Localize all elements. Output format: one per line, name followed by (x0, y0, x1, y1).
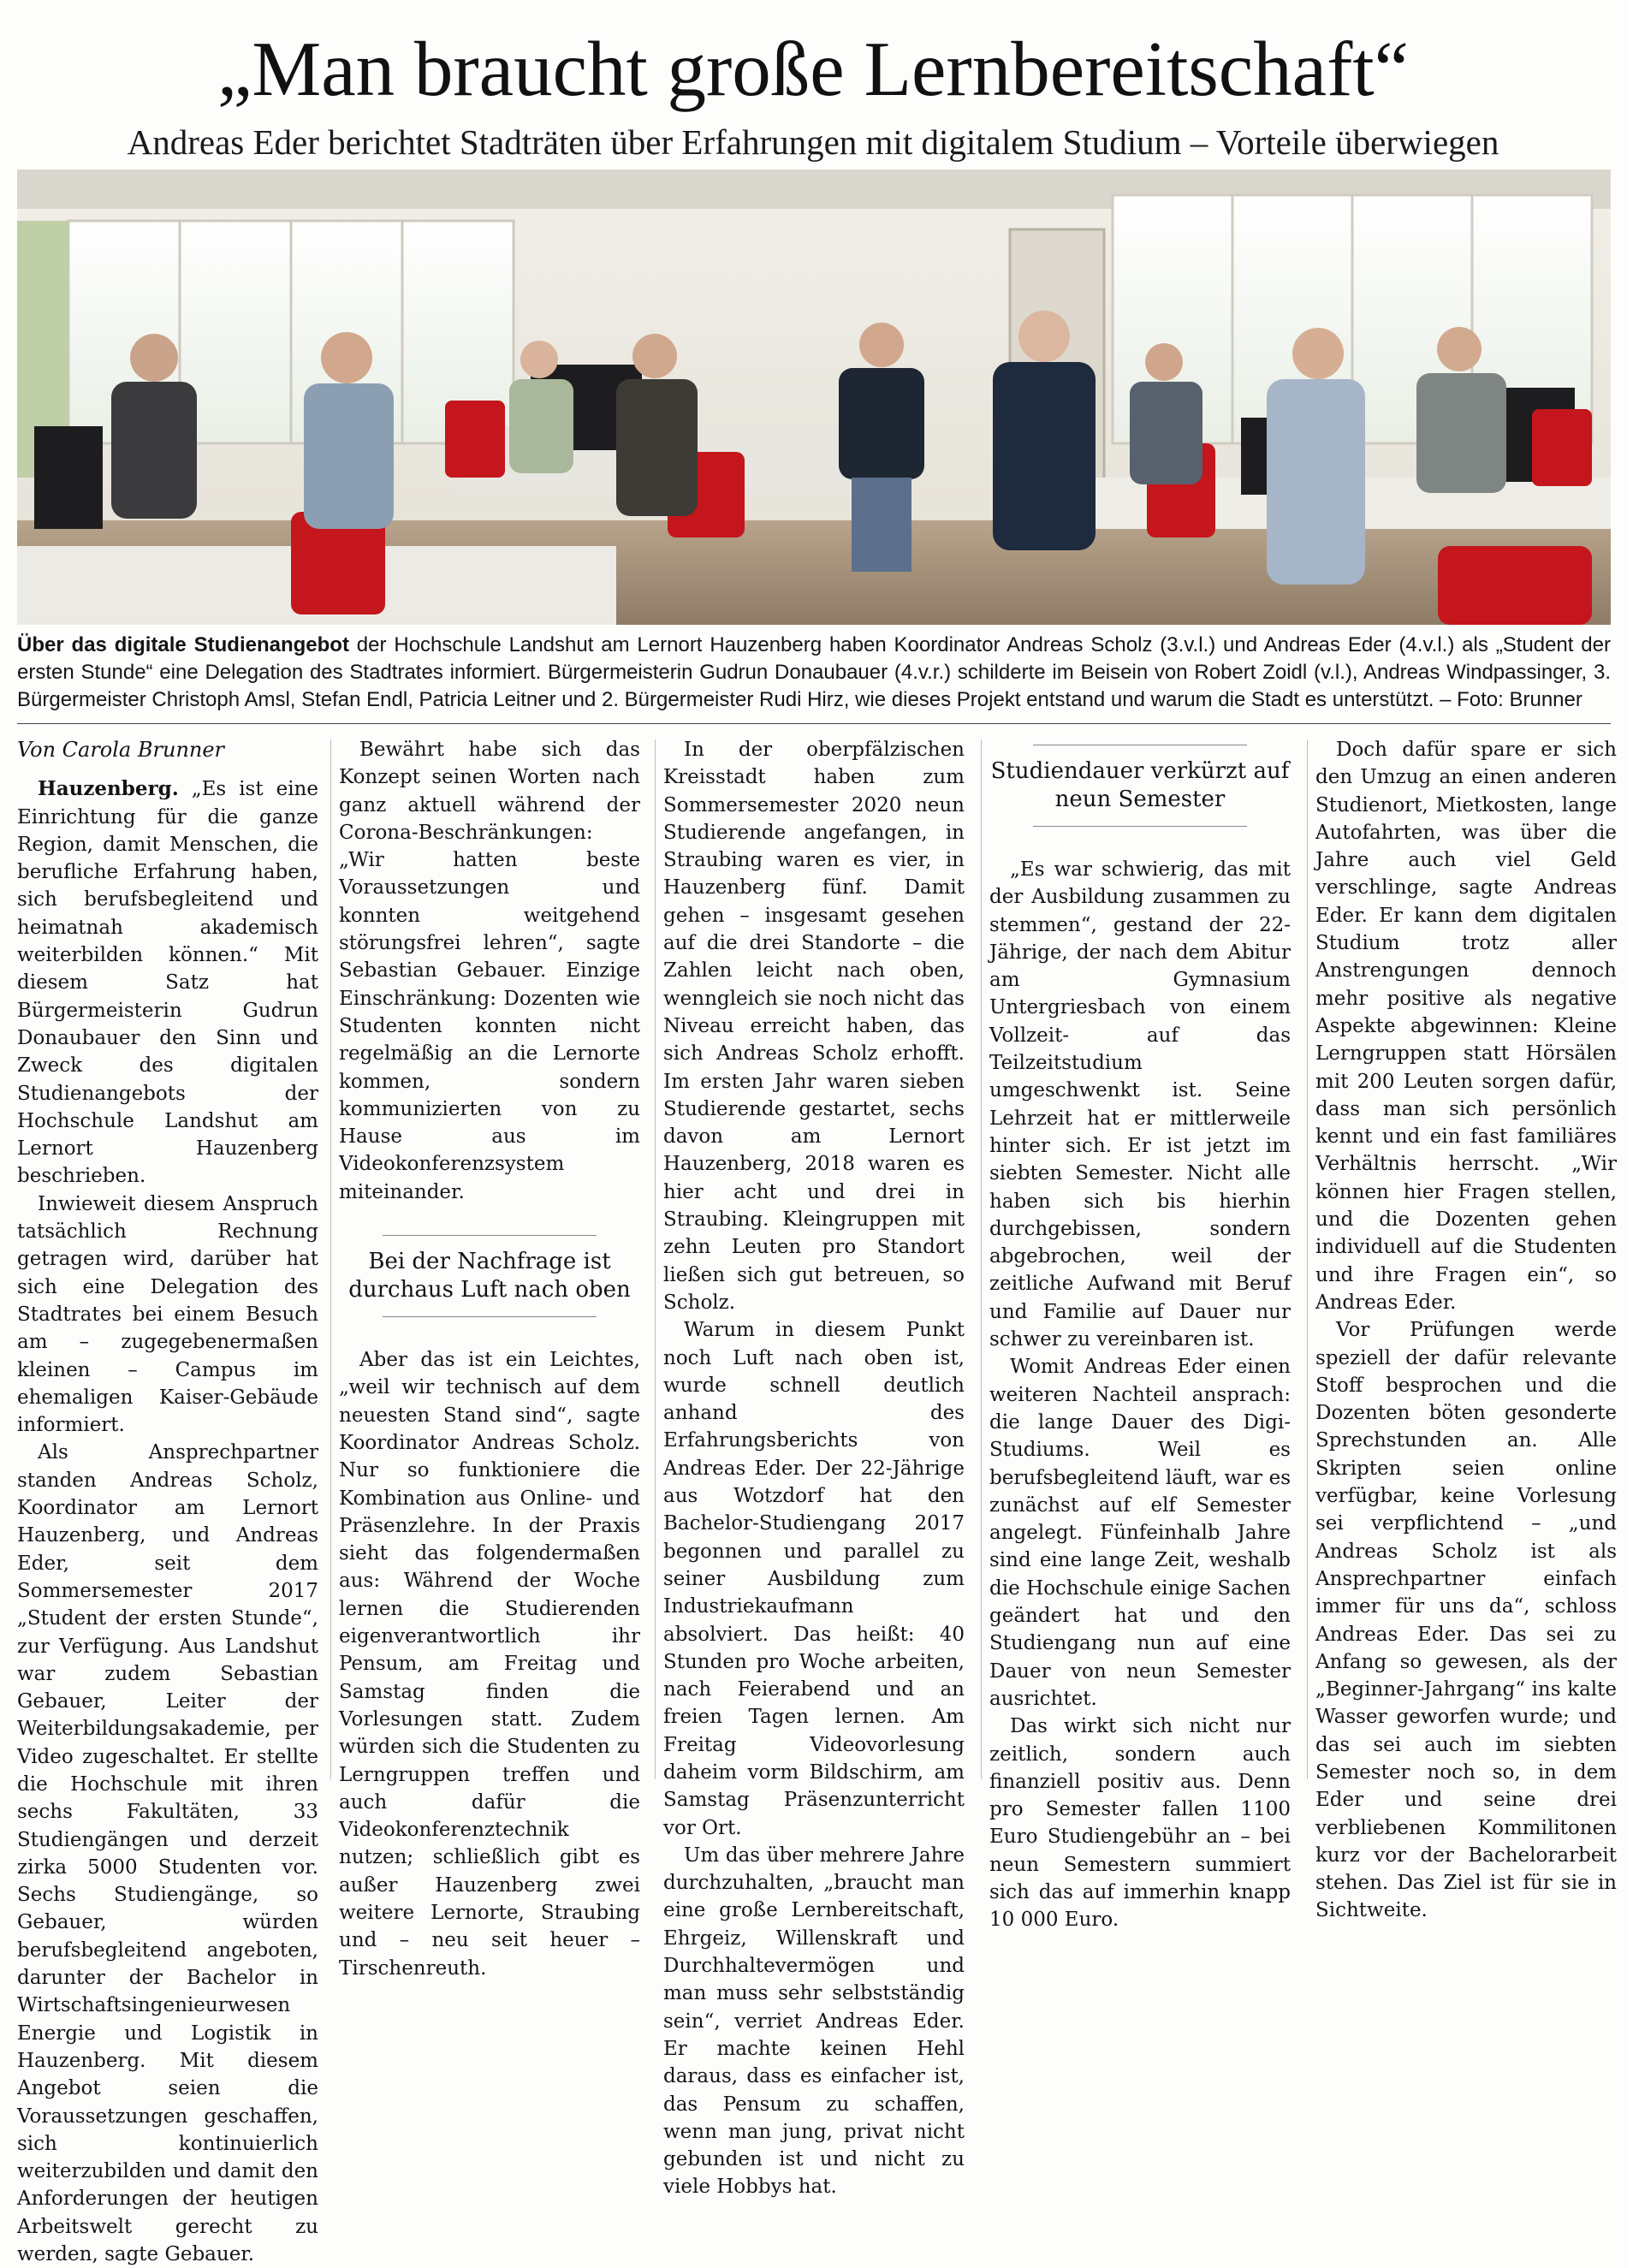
paragraph: Bewährt habe sich das Konzept seinen Worten nach ganz aktuell während der Corona-Beschränkungen: „Wir hatten beste Voraussetzungen und konnten weitgehend störungsfrei lehren“, sagte Sebastian Gebauer. Einzige Einschränkung: Dozenten wie Studenten konnten nicht regelmäßig an die Lernorte kommen, sondern kommunizierten von zu Hause aus im Videokonferenzsystem miteinander. (339, 739, 640, 1203)
dateline: Hauzenberg. (38, 777, 179, 801)
subtitle: Bei der Nachfrage ist durchaus Luft nach oben (348, 1249, 631, 1303)
subtitle-rule (383, 1235, 597, 1236)
subtitle: Studiendauer verkürzt auf neun Semester (990, 758, 1290, 812)
byline: Von Carola Brunner (17, 738, 225, 762)
article-column-2 (339, 736, 640, 1980)
paragraph: Um das über mehrere Jahre durchzuhalten, „braucht man eine große Lernbereitschaft, Ehrgeiz, Willenskraft und Durchhaltevermögen und man muss sehr selbstständig sein“, verriet Andreas Eder. Er machte keinen Hehl daraus, dass es einfacher ist, das Pensum zu schaffen, wenn man jung, privat nicht gebunden ist und nicht zu viele Hobbys hat. (663, 1843, 965, 2199)
paragraph: Doch dafür spare er sich den Umzug an einen anderen Studienort, Mietkosten, lange Autofahrten, was über die Jahre auch viel Geld verschlinge, sagte Andreas Eder. Er kann dem digitalen Studium trotz aller Anstrengungen dennoch mehr positive als negative Aspekte abgewinnen: Kleine Lerngruppen statt Hörsälen mit 200 Leuten sorgen dafür, dass man sich persönlich kennt und ein fast familiäres Verhältnis herrscht. „Wir können hier Fragen stellen, und die Dozenten gehen individuell auf die Studenten und ihre Fragen ein“, so Andreas Eder. (1315, 739, 1617, 1314)
paragraph: Aber das ist ein Leichtes, „weil wir technisch auf dem neuesten Stand sind“, sagte Koordinator Andreas Scholz. Nur so funktioniere die Kombination aus Online- und Präsenzlehre. In der Praxis sieht das folgendermaßen aus: Während der Woche lernen die Studierenden eigenverantwortlich ihr Pensum, am Freitag und Samstag finden die Vorlesungen statt. Zudem würden sich die Studenten zu Lerngruppen treffen und auch dafür die Videokonferenztechnik nutzen; schließlich gibt es außer Hauzenberg zwei weitere Lernorte, Straubing und – neu seit heuer – Tirschenreuth. (339, 1349, 640, 1980)
paragraph: Womit Andreas Eder einen weiteren Nachteil ansprach: die lange Dauer des Digi-Studiums. Weil es berufsbegleitend läuft, war es zunächst auf elf Semester angelegt. Fünfeinhalb Jahre sind eine lange Zeit, weshalb die Hochschule einige Sachen geändert hat und den Studiengang nun auf eine Dauer von neun Semester ausrichtet. (989, 1356, 1291, 1710)
article-column-4 (989, 736, 1291, 1932)
article-column-1 (17, 736, 318, 2266)
column-divider (1307, 739, 1308, 1779)
lead-paragraph (17, 775, 318, 1190)
group-photo-illustration (17, 169, 1611, 625)
subheadline: Andreas Eder berichtet Stadträten über Erfahrungen mit digitalem Studium – Vorteile überwiegen (127, 122, 1499, 162)
paragraph: „Es war schwierig, das mit der Ausbildung zusammen zu stemmen“, gestand der 22-Jährige, der nach dem Abitur am Gymnasium Untergriesbach von einem Vollzeit- auf das Teilzeitstudium umgeschwenkt ist. Seine Lehrzeit hat er mittlerweile hinter sich. Er ist jetzt im siebten Semester. Nicht alle haben sich bis hierhin durchgebissen, sondern abgebrochen, weil der zeitliche Aufwand mit Beruf und Familie auf Dauer nur schwer zu vereinbaren ist. (989, 858, 1291, 1351)
subtitle-block (339, 1235, 640, 1317)
paragraph: In der oberpfälzischen Kreisstadt haben zum Sommersemester 2020 neun Studierende angefangen, in Straubing waren es vier, in Hauzenberg fünf. Damit gehen – insgesamt gesehen auf die drei Standorte – die Zahlen leicht nach oben, wenngleich sie noch nicht das Niveau erreicht haben, das sich Andreas Scholz erhofft. Im ersten Jahr waren sieben Studierende gestartet, sechs davon am Lernort Hauzenberg, 2018 waren es hier acht und drei in Straubing. Kleingruppen mit zehn Leuten pro Standort ließen sich gut betreuen, so Scholz. (663, 739, 965, 1314)
caption-divider (17, 723, 1611, 724)
article-column-3 (663, 736, 965, 2199)
paragraph: Warum in diesem Punkt noch Luft nach oben ist, wurde schnell deutlich anhand des Erfahrungsberichts von Andreas Eder. Der 22-Jährige aus Wotzdorf hat den Bachelor-Studiengang 2017 begonnen und parallel zu seiner Ausbildung zum Industriekaufmann absolviert. Das heißt: 40 Stunden pro Woche arbeiten, nach Feierabend und an freien Tagen lernen. Am Freitag Videovorlesung daheim vorm Bildschirm, am Samstag Präsenzunterricht vor Ort. (663, 1319, 965, 1839)
photo-caption-lead: Über das digitale Studienangebot (17, 633, 349, 656)
subtitle-rule (383, 1316, 597, 1317)
photo-caption (17, 632, 1611, 714)
subtitle-block (989, 745, 1291, 827)
paragraph: Inwieweit diesem Anspruch tatsächlich Rechnung getragen wird, darüber hat sich eine Delegation des Stadtrates bei einem Besuch am – zugegebenermaßen kleinen – Campus im ehemaligen Kaiser-Gebäude informiert. (17, 1192, 318, 1437)
paragraph: Das wirkt sich nicht nur zeitlich, sondern auch finanziell positiv aus. Denn pro Semester fallen 1100 Euro Studiengebühr an – bei neun Semestern summiert sich das auf immerhin knapp 10 000 Euro. (989, 1715, 1291, 1932)
column-divider (981, 739, 982, 1779)
headline: „Man braucht große Lernbereitschaft“ (217, 26, 1410, 112)
column-divider (655, 739, 656, 1779)
subtitle-rule (1033, 826, 1247, 827)
photo-caption-text: der Hochschule Landshut am Lernort Hauzenberg haben Koordinator Andreas Scholz (3.v.l.) und Andreas Eder (4.v.l.) als „Student der ersten Stunde“ eine Delegation des Stadtrates informiert. Bürgermeisterin Gudrun Donaubauer (4.v.r.) schilderte im Beisein von Robert Zoidl (v.l.), Andreas Windpassinger, 3. Bürgermeister Christoph Amsl, Stefan Endl, Patricia Leitner und 2. Bürgermeister Rudi Hirz, wie dieses Projekt entstand und warum die Stadt es unterstützt. – Foto: Brunner (17, 633, 1611, 711)
column-divider (330, 739, 331, 1779)
paragraph: Vor Prüfungen werde speziell der dafür relevante Stoff besprochen und die Dozenten böten gesonderte Sprechstunden an. Alle Skripten seien online verfügbar, keine Vorlesung sei verpflichtend – „und Andreas Scholz ist als Ansprechpartner einfach immer für uns da“, schloss Andreas Eder. Das sei zu Anfang so gewesen, als der „Beginner-Jahrgang“ ins kalte Wasser geworfen wurde; und das sei auch im siebten Semester noch so, in dem Eder und seine drei verbliebenen Kommilitonen kurz vor der Bachelorarbeit stehen. Das Ziel ist für sie in Sichtweite. (1315, 1319, 1617, 1922)
group-photo (17, 169, 1611, 625)
lead-paragraph-text: „Es ist eine Einrichtung für die ganze Region, damit Menschen, die berufliche Erfahrung haben, sich berufsbegleitend und heimatnah akademisch weiterbilden können.“ Mit diesem Satz hat Bürgermeisterin Gudrun Donaubauer den Sinn und Zweck des digitalen Studienangebots der Hochschule Landshut am Lernort Hauzenberg beschrieben. (17, 778, 318, 1188)
paragraph: Als Ansprechpartner standen Andreas Scholz, Koordinator am Lernort Hauzenberg, und Andreas Eder, seit dem Sommersemester 2017 „Student der ersten Stunde“, zur Verfügung. Aus Landshut war zudem Sebastian Gebauer, Leiter der Weiterbildungsakademie, per Video zugeschaltet. Er stellte die Hochschule mit ihren sechs Fakultäten, 33 Studiengängen und derzeit zirka 5000 Studenten vor. Sechs Studiengänge, so Gebauer, würden berufsbegleitend angeboten, darunter der Bachelor in Wirtschaftsingenieurwesen Energie und Logistik in Hauzenberg. Mit diesem Angebot seien die Voraussetzungen geschaffen, sich kontinuierlich weiterzubilden und damit den Anforderungen der heutigen Arbeitswelt gerecht zu werden, sagte Gebauer. (17, 1441, 318, 2266)
article-column-5 (1315, 736, 1617, 1922)
